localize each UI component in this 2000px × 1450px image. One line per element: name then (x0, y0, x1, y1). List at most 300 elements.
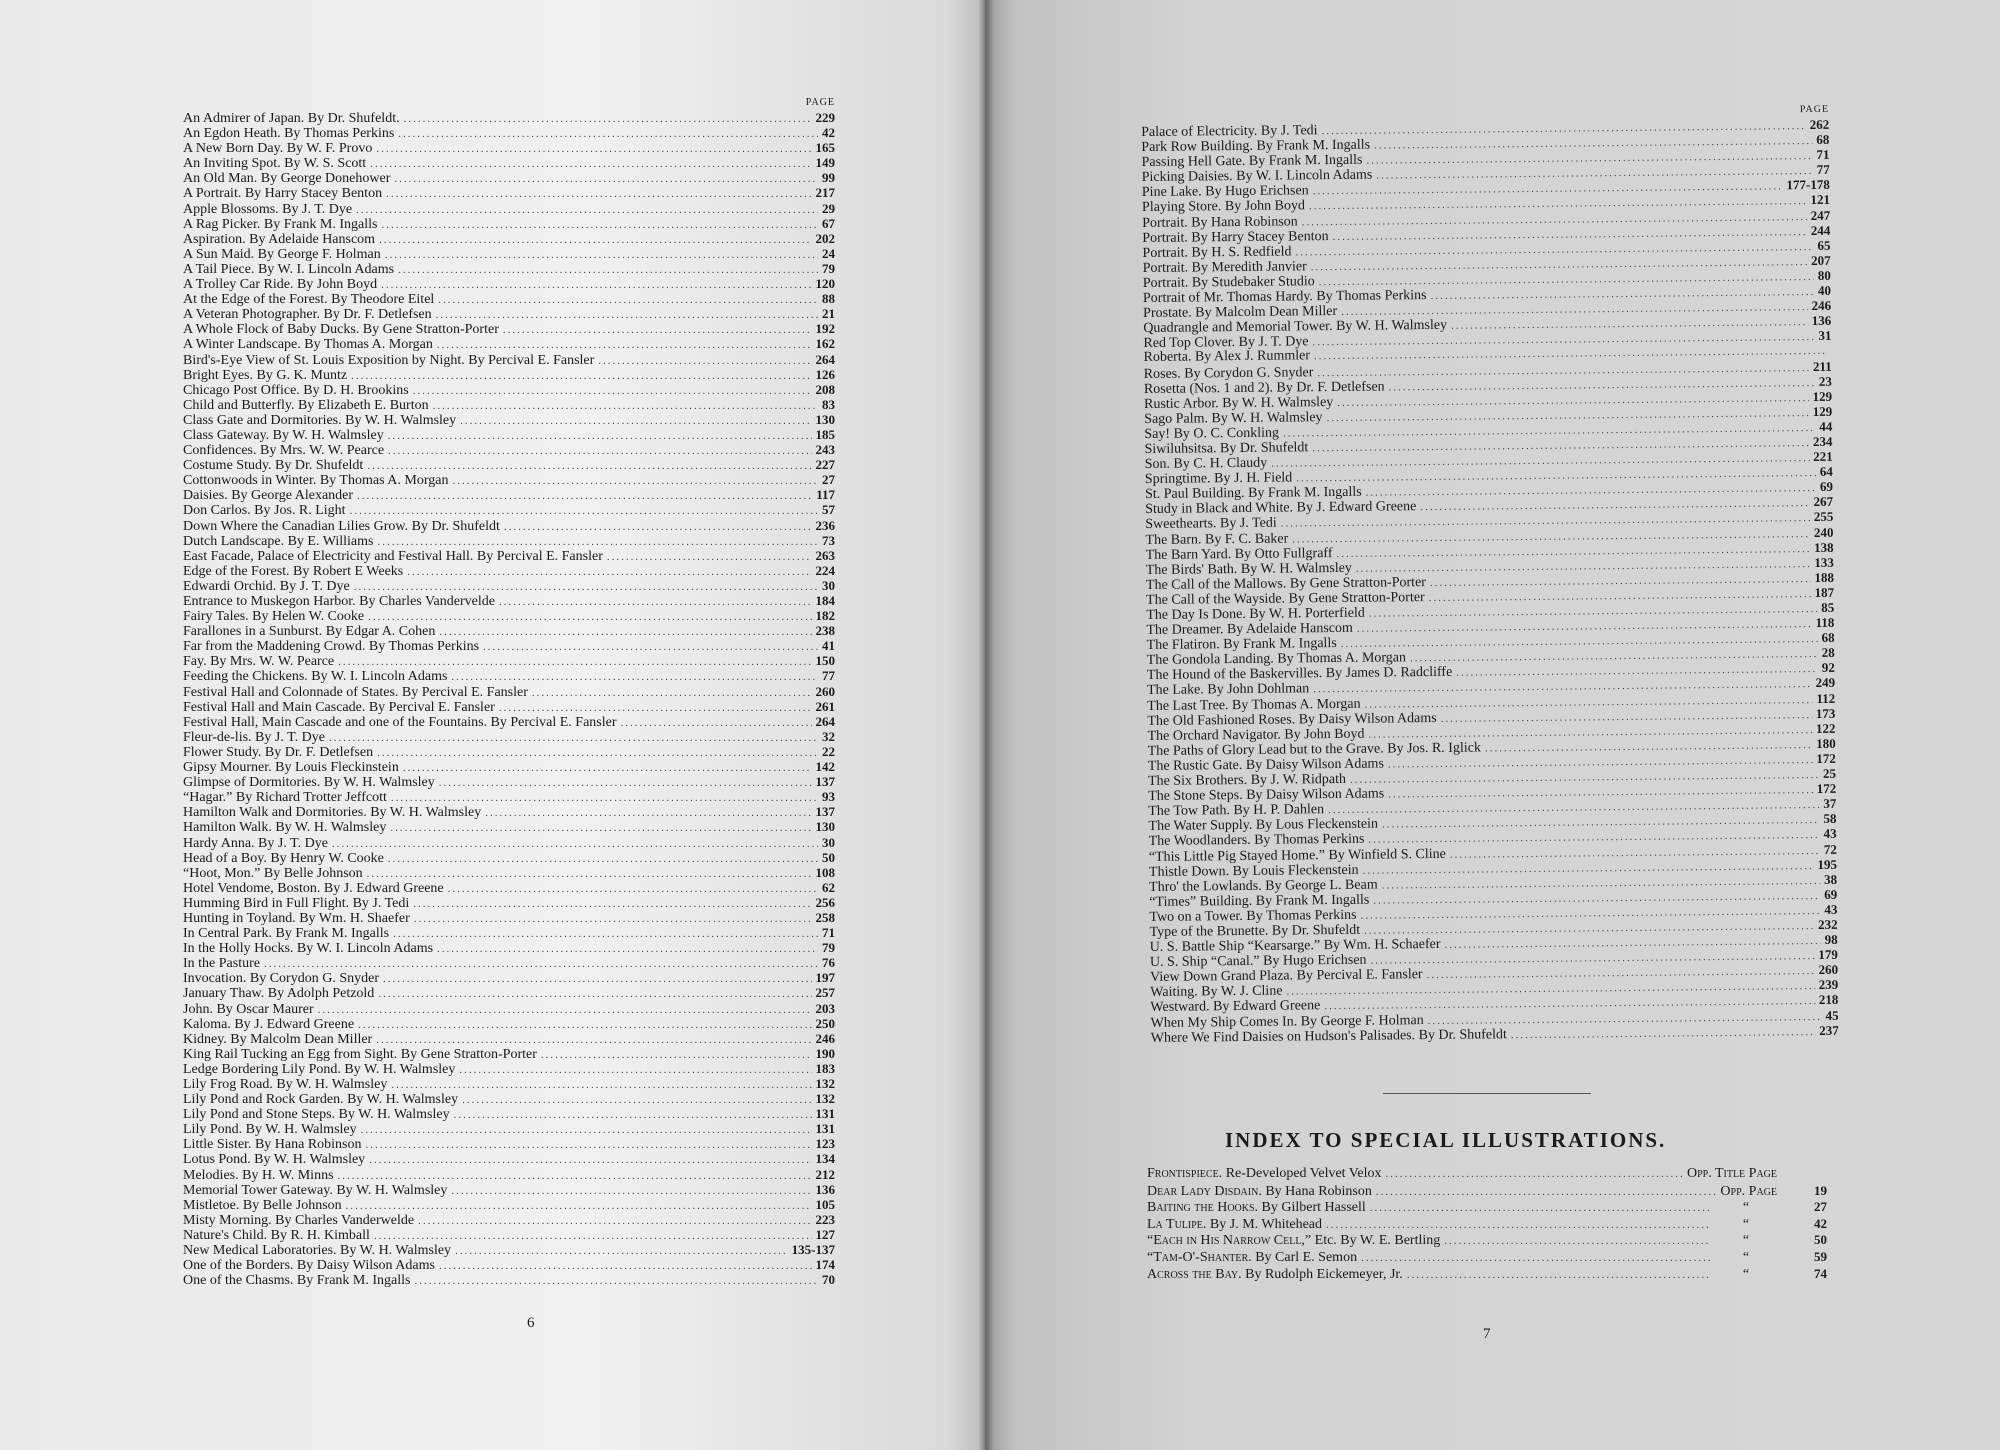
entry-title: An Admirer of Japan. By Dr. Shufeldt. (183, 111, 400, 126)
index-entry (183, 1031, 835, 1046)
index-entry (183, 185, 835, 200)
dot-leader (388, 444, 811, 459)
entry-page: 180 (1816, 735, 1836, 751)
index-entry (183, 110, 835, 125)
dot-leader (483, 640, 818, 655)
entry-page: 162 (815, 336, 835, 352)
entry-page: 185 (815, 426, 835, 442)
entry-title: In the Pasture (183, 956, 260, 972)
entry-title: The Paths of Glory Lead but to the Grave. By Jos. R. Iglick (1147, 740, 1481, 759)
entry-page: 208 (815, 381, 835, 397)
entry-title: Waiting. By W. J. Cline (1150, 983, 1283, 1001)
entry-page: 197 (815, 970, 835, 986)
entry-page: 83 (822, 396, 835, 412)
entry-title: Dutch Landscape. By E. Williams (183, 533, 374, 549)
special-entry (1147, 1199, 1827, 1216)
entry-title: Invocation. By Corydon G. Snyder (183, 971, 379, 987)
special-entry-page: 59 (1814, 1248, 1827, 1264)
entry-page: 132 (815, 1076, 835, 1091)
dot-leader (368, 610, 811, 625)
special-entry (1147, 1249, 1827, 1266)
dot-leader (1385, 1166, 1683, 1183)
entry-title: Sweethearts. By J. Tedi (1145, 516, 1277, 533)
dot-leader (378, 987, 811, 1002)
special-entry-title (1147, 1267, 1403, 1284)
entry-page: 79 (822, 940, 835, 956)
entry-title: A Whole Flock of Baby Ducks. By Gene Stratton-Porter (183, 322, 499, 338)
entry-page: 257 (815, 985, 835, 1001)
index-entry (183, 1197, 835, 1212)
entry-page: 58 (1823, 811, 1837, 827)
special-entry-page: 42 (1814, 1215, 1827, 1231)
entry-page: 105 (815, 1196, 835, 1212)
index-entry (183, 1242, 835, 1257)
dot-leader (381, 218, 818, 233)
special-entry-title (1147, 1217, 1322, 1234)
special-entry-credit: By Gilbert Hassell (1258, 1200, 1366, 1216)
entry-page: 207 (1811, 252, 1831, 268)
entry-title: Park Row Building. By Frank M. Ingalls (1141, 137, 1371, 156)
entry-page: 138 (1814, 539, 1834, 555)
entry-page: 44 (1819, 418, 1833, 434)
index-entry (183, 1167, 835, 1182)
dot-leader (358, 1018, 811, 1033)
entry-page: 218 (1818, 992, 1839, 1008)
entry-page: 112 (1816, 690, 1836, 706)
dot-leader (374, 1229, 812, 1244)
entry-page: 262 (1809, 116, 1830, 132)
entry-page: 28 (1821, 645, 1835, 661)
dot-leader (376, 142, 811, 157)
dot-leader (357, 489, 812, 504)
entry-page: 232 (1817, 916, 1838, 932)
special-entry-caption: La Tulipe. (1147, 1216, 1207, 1232)
dot-leader (346, 1199, 812, 1214)
entry-title: The Orchard Navigator. By John Boyd (1147, 726, 1365, 744)
special-entry-caption: Baiting the Hooks. (1147, 1200, 1259, 1216)
index-entry (183, 502, 835, 517)
entry-title: A Veteran Photographer. By Dr. F. Detlefsen (183, 307, 432, 323)
entry-page: 131 (815, 1121, 835, 1137)
entry-title: View Down Grand Plaza. By Percival E. Fansler (1150, 967, 1423, 986)
entry-title: Aspiration. By Adelaide Hanscom (183, 231, 376, 247)
special-entry-title (1147, 1184, 1372, 1201)
entry-page: 130 (815, 411, 835, 427)
entry-title: Melodies. By H. W. Minns (183, 1167, 334, 1183)
entry-page: 71 (1816, 146, 1830, 163)
dot-leader (385, 248, 818, 263)
index-entry (183, 487, 835, 502)
entry-title: The Hound of the Baskervilles. By James D. Radcliffe (1146, 665, 1453, 684)
entry-page: 43 (1824, 901, 1838, 917)
index-entry (183, 1151, 835, 1166)
entry-title: Hardy Anna. By J. T. Dye (183, 835, 328, 851)
dot-leader (377, 535, 818, 550)
entry-page: 250 (815, 1015, 835, 1031)
dot-leader (504, 520, 812, 535)
entry-title: Far from the Maddening Crowd. By Thomas Perkins (183, 639, 480, 655)
entry-page: 135-137 (791, 1242, 835, 1258)
entry-title: Thistle Down. By Louis Fleckenstein (1148, 862, 1359, 880)
entry-page: 38 (1824, 871, 1838, 887)
entry-title: “Hagar.” By Richard Trotter Jeffcott (183, 790, 387, 806)
dot-leader (503, 323, 812, 338)
dot-leader (598, 354, 811, 369)
entry-title: Head of a Boy. By Henry W. Cooke (183, 850, 384, 866)
index-entry (183, 1106, 835, 1121)
entry-page: 133 (1814, 554, 1834, 570)
entry-title: Misty Morning. By Charles Vanderwelde (183, 1212, 415, 1228)
special-entry-caption: “Tam-O'-Shanter. (1147, 1249, 1252, 1265)
index-entry (183, 563, 835, 578)
entry-title: Portrait. By Meredith Janvier (1142, 259, 1307, 276)
entry-page: 134 (815, 1151, 835, 1167)
entry-title: Edwardi Orchid. By J. T. Dye (183, 578, 350, 594)
entry-page: 117 (816, 487, 835, 503)
entry-title: Pine Lake. By Hugo Erichsen (1141, 183, 1309, 201)
entry-page: 50 (822, 849, 835, 865)
index-entry (183, 367, 835, 382)
entry-page: 255 (1813, 509, 1834, 525)
entry-page: 256 (815, 894, 835, 910)
entry-title: John. By Oscar Maurer (183, 1001, 314, 1017)
dot-leader (413, 897, 811, 912)
dot-leader (1511, 1025, 1815, 1043)
index-entry (183, 442, 835, 457)
index-entry (183, 412, 835, 427)
entry-page: 261 (815, 698, 835, 714)
entry-title: Farallones in a Sunburst. By Edgar A. Cohen (183, 624, 436, 640)
entry-title: Festival Hall and Colonnade of States. By Percival E. Fansler (183, 684, 528, 700)
entry-page: 172 (1816, 780, 1837, 797)
entry-title: Bird's-Eye View of St. Louis Exposition by Night. By Percival E. Fansler (183, 352, 595, 368)
dot-leader (388, 429, 812, 444)
index-entry (183, 940, 835, 955)
index-entry (183, 321, 835, 336)
entry-title: The Call of the Wayside. By Gene Stratton-Porter (1146, 589, 1425, 608)
dot-leader (433, 399, 818, 414)
entry-title: Palace of Electricity. By J. Tedi (1141, 123, 1318, 140)
dot-leader (332, 837, 818, 852)
entry-title: King Rail Tucking an Egg from Sight. By Gene Stratton-Porter (183, 1046, 537, 1062)
entry-page: 37 (1823, 795, 1837, 812)
left-page (0, 0, 985, 1450)
entry-title: Portrait. By Hana Robinson (1142, 213, 1298, 231)
entry-title: The Flatiron. By Frank M. Ingalls (1146, 636, 1337, 654)
dot-leader (381, 278, 811, 293)
entry-page: 142 (815, 759, 835, 775)
dot-leader (532, 686, 812, 701)
entry-title: Nature's Child. By R. H. Kimball (183, 1227, 370, 1243)
index-entry (183, 548, 835, 563)
index-entry (183, 638, 835, 653)
entry-title: Hamilton Walk and Dormitories. By W. H. Walmsley (183, 805, 482, 821)
entry-title: The Day Is Done. By W. H. Porterfield (1146, 605, 1365, 623)
index-entry (183, 306, 835, 321)
dot-leader (414, 912, 812, 927)
dot-leader (462, 1093, 811, 1108)
dot-leader (451, 1184, 811, 1199)
entry-page: 217 (815, 185, 835, 201)
special-entry (1147, 1266, 1827, 1283)
entry-page: 172 (1816, 750, 1836, 766)
dot-leader (455, 1244, 788, 1259)
dot-leader (356, 203, 818, 218)
entry-page: 45 (1825, 1007, 1839, 1023)
entry-title: Feeding the Chickens. By W. I. Lincoln Adams (183, 669, 448, 685)
special-entry-caption: Frontispiece. (1147, 1166, 1223, 1181)
entry-title: Quadrangle and Memorial Tower. By W. H. Walmsley (1143, 318, 1448, 337)
special-entry-title (1147, 1233, 1440, 1250)
entry-title: Class Gateway. By W. H. Walmsley (183, 427, 384, 443)
special-entry-location: “ (1742, 1216, 1750, 1232)
entry-title: A Rag Picker. By Frank M. Ingalls (183, 216, 378, 232)
special-entry-credit: By Hana Robinson (1261, 1183, 1372, 1199)
entry-page: 23 (1818, 373, 1832, 389)
entry-title: The Last Tree. By Thomas A. Morgan (1147, 696, 1361, 714)
entry-title: Lily Pond and Rock Garden. By W. H. Walmsley (183, 1092, 459, 1108)
entry-title: Playing Store. By John Boyd (1141, 198, 1306, 216)
dot-leader (541, 1048, 812, 1063)
entry-page: 122 (1815, 720, 1836, 736)
entry-title: Fairy Tales. By Helen W. Cooke (183, 609, 365, 625)
dot-leader (391, 1078, 811, 1093)
entry-title: Two on a Tower. By Thomas Perkins (1149, 907, 1357, 925)
entry-title: A New Born Day. By W. F. Provo (183, 141, 373, 157)
index-entry (183, 397, 835, 412)
entry-page: 264 (815, 351, 835, 367)
entry-title: Sago Palm. By W. H. Walmsley (1144, 409, 1323, 427)
entry-page: 77 (822, 668, 835, 684)
index-entry (183, 1212, 835, 1227)
index-entry (183, 593, 835, 608)
special-entry-caption: Across the Bay. (1147, 1266, 1242, 1282)
entry-title: The Lake. By John Dohlman (1147, 681, 1310, 699)
entry-title: Edge of the Forest. By Robert E Weeks (183, 563, 404, 579)
dot-leader (439, 776, 812, 791)
entry-page: 93 (822, 789, 835, 805)
dot-leader (379, 233, 811, 248)
entry-page: 98 (1824, 931, 1838, 947)
dot-leader (459, 1063, 811, 1078)
entry-page: 77 (1816, 162, 1830, 178)
index-entry (183, 608, 835, 623)
entry-page: 21 (822, 306, 835, 322)
entry-page: 223 (815, 1211, 835, 1227)
index-entry (183, 533, 835, 548)
entry-page: 85 (1821, 599, 1835, 615)
entry-page: 182 (815, 608, 835, 624)
entry-page: 30 (822, 577, 835, 593)
dot-leader (452, 474, 818, 489)
entry-page: 177-178 (1786, 177, 1830, 193)
entry-title: When My Ship Comes In. By George F. Holman (1150, 1012, 1424, 1031)
entry-page: 260 (1818, 961, 1839, 978)
dot-leader (390, 821, 811, 836)
entry-page: 40 (1817, 282, 1832, 298)
book-gutter (978, 0, 994, 1450)
dot-leader (338, 1169, 812, 1184)
index-entry (183, 985, 835, 1000)
special-entry-location: “ (1742, 1249, 1750, 1265)
entry-page: 247 (1810, 207, 1831, 223)
dot-leader (351, 369, 811, 384)
entry-page: 92 (1821, 660, 1835, 676)
entry-page: 73 (822, 532, 835, 548)
entry-page: 221 (1813, 448, 1833, 465)
special-entry-credit: By Carl E. Semon (1251, 1249, 1358, 1265)
index-entry (183, 457, 835, 472)
entry-page: 68 (1816, 131, 1830, 148)
entry-page: 120 (815, 276, 835, 292)
entry-title: At the Edge of the Forest. By Theodore Eitel (183, 292, 435, 308)
page-column-header: PAGE (805, 97, 835, 108)
entry-page: 43 (1823, 826, 1837, 842)
dot-leader (436, 308, 818, 323)
entry-page: 165 (815, 140, 835, 156)
entry-page: 238 (815, 623, 835, 639)
dot-leader (338, 655, 811, 670)
dot-leader (1444, 1233, 1711, 1250)
index-entry (183, 382, 835, 397)
entry-page: 234 (1812, 433, 1833, 449)
entry-page: 25 (1822, 765, 1837, 781)
index-entry (183, 1016, 835, 1031)
dot-leader (418, 1214, 811, 1229)
entry-page: 72 (1823, 841, 1837, 857)
entry-page: 29 (822, 200, 835, 216)
entry-page: 202 (815, 230, 835, 246)
dot-leader (407, 565, 811, 580)
special-entry-page: 27 (1814, 1199, 1827, 1215)
index-entry (183, 1257, 835, 1272)
entry-title: Gipsy Mourner. By Louis Fleckinstein (183, 760, 399, 776)
dot-leader (439, 1259, 812, 1274)
entry-page: 108 (815, 864, 835, 880)
entry-page: 183 (815, 1060, 835, 1076)
dot-leader (499, 701, 812, 716)
entry-title: A Trolley Car Ride. By John Boyd (183, 277, 378, 293)
entry-page: 27 (822, 472, 835, 488)
dot-leader (391, 791, 818, 806)
dot-leader (413, 384, 812, 399)
index-entry (183, 352, 835, 367)
special-entry (1147, 1216, 1827, 1233)
entry-title: Where We Find Daisies on Hudson's Palisades. By Dr. Shufeldt (1150, 1026, 1507, 1046)
entry-title: Lily Frog Road. By W. H. Walmsley (183, 1077, 388, 1092)
entry-title: Festival Hall and Main Cascade. By Percival E. Fansler (183, 699, 495, 715)
dot-leader (398, 127, 818, 142)
dot-leader (1376, 1184, 1717, 1201)
dot-leader (621, 716, 812, 731)
entry-page: 150 (815, 653, 835, 669)
entry-title: Festival Hall, Main Cascade and one of the Fountains. By Percival E. Fansler (183, 714, 617, 730)
dot-leader (438, 293, 818, 308)
entry-page: 132 (815, 1091, 835, 1107)
entry-title: Child and Butterfly. By Elizabeth E. Burton (183, 397, 429, 413)
dot-leader (367, 867, 812, 882)
entry-title: A Winter Landscape. By Thomas A. Morgan (183, 337, 433, 353)
entry-title: Humming Bird in Full Flight. By J. Tedi (183, 895, 410, 911)
dot-leader (398, 263, 818, 278)
entry-page: 267 (1813, 494, 1834, 510)
entry-title: Portrait of Mr. Thomas Hardy. By Thomas Perkins (1142, 288, 1427, 307)
index-entry (183, 819, 835, 834)
dot-leader (1407, 1267, 1711, 1284)
entry-title: In Central Park. By Frank M. Ingalls (183, 926, 390, 942)
dot-leader (367, 459, 811, 474)
entry-page: 67 (822, 215, 835, 231)
dot-leader (499, 595, 812, 610)
special-entry-credit: By J. M. Whitehead (1206, 1216, 1323, 1232)
entry-page: 80 (1817, 267, 1831, 283)
special-entry-credit: Re-Developed Velvet Velox (1222, 1166, 1382, 1181)
entry-title: The Old Fashioned Roses. By Daisy Wilson Adams (1147, 710, 1437, 729)
entry-page: 195 (1817, 856, 1838, 872)
entry-title: Fleur-de-lis. By J. T. Dye (183, 729, 325, 745)
entry-page: 236 (815, 517, 835, 533)
entry-page: 64 (1819, 463, 1833, 480)
entry-page: 131 (815, 1106, 835, 1122)
section-divider (1383, 1093, 1591, 1094)
index-entry (183, 231, 835, 246)
dot-leader (1361, 1250, 1711, 1267)
entry-title: Lotus Pond. By W. H. Walmsley (183, 1152, 366, 1168)
entry-title: Chicago Post Office. By D. H. Brookins (183, 382, 409, 398)
entry-title: “This Little Pig Stayed Home.” By Winfield S. Cline (1148, 846, 1446, 865)
entry-page: 137 (815, 804, 835, 820)
dot-leader (1370, 1200, 1711, 1217)
entry-title: Hamilton Walk. By W. H. Walmsley (183, 820, 387, 836)
special-entry-title (1147, 1200, 1366, 1217)
dot-leader (460, 414, 811, 429)
index-entry (183, 623, 835, 638)
entry-page: 246 (815, 1030, 835, 1046)
entry-page: 184 (815, 593, 835, 608)
entry-page: 70 (822, 1272, 835, 1288)
entry-title: The Stone Steps. By Daisy Wilson Adams (1148, 786, 1385, 805)
entry-page: 211 (1812, 358, 1832, 374)
entry-page: 263 (815, 547, 835, 563)
dot-leader (414, 1274, 818, 1289)
entry-page: 237 (1819, 1022, 1839, 1038)
special-illustrations-list (1147, 1166, 1827, 1282)
entry-title: “Times” Building. By Frank M. Ingalls (1149, 892, 1370, 910)
entry-page: 174 (815, 1257, 835, 1273)
entry-title: Confidences. By Mrs. W. W. Pearce (183, 443, 385, 459)
dot-leader (354, 580, 818, 595)
page-number: 7 (1483, 1326, 1491, 1342)
entry-title: Entrance to Muskegon Harbor. By Charles Vandervelde (183, 594, 495, 609)
index-entry (183, 170, 835, 185)
index-entry (183, 684, 835, 699)
dot-leader (404, 112, 812, 127)
left-index-column (183, 96, 835, 1287)
entry-title: Class Gate and Dormitories. By W. H. Walmsley (183, 412, 457, 428)
index-entry (183, 1121, 835, 1136)
entry-page: 203 (815, 1000, 835, 1016)
special-illustrations-heading: INDEX TO SPECIAL ILLUSTRATIONS. (1225, 1128, 1667, 1152)
entry-page: 57 (822, 502, 835, 518)
dot-leader (393, 927, 818, 942)
entry-title: Portrait. By Harry Stacey Benton (1142, 228, 1329, 246)
entry-title: Kidney. By Malcolm Dean Miller (183, 1031, 373, 1047)
special-entry-credit: Etc. By W. E. Bertling (1311, 1233, 1441, 1249)
entry-title: Fay. By Mrs. W. W. Pearce (183, 654, 335, 670)
entry-page: 136 (1811, 313, 1832, 329)
dot-leader (264, 957, 818, 972)
entry-page: 41 (822, 638, 835, 654)
